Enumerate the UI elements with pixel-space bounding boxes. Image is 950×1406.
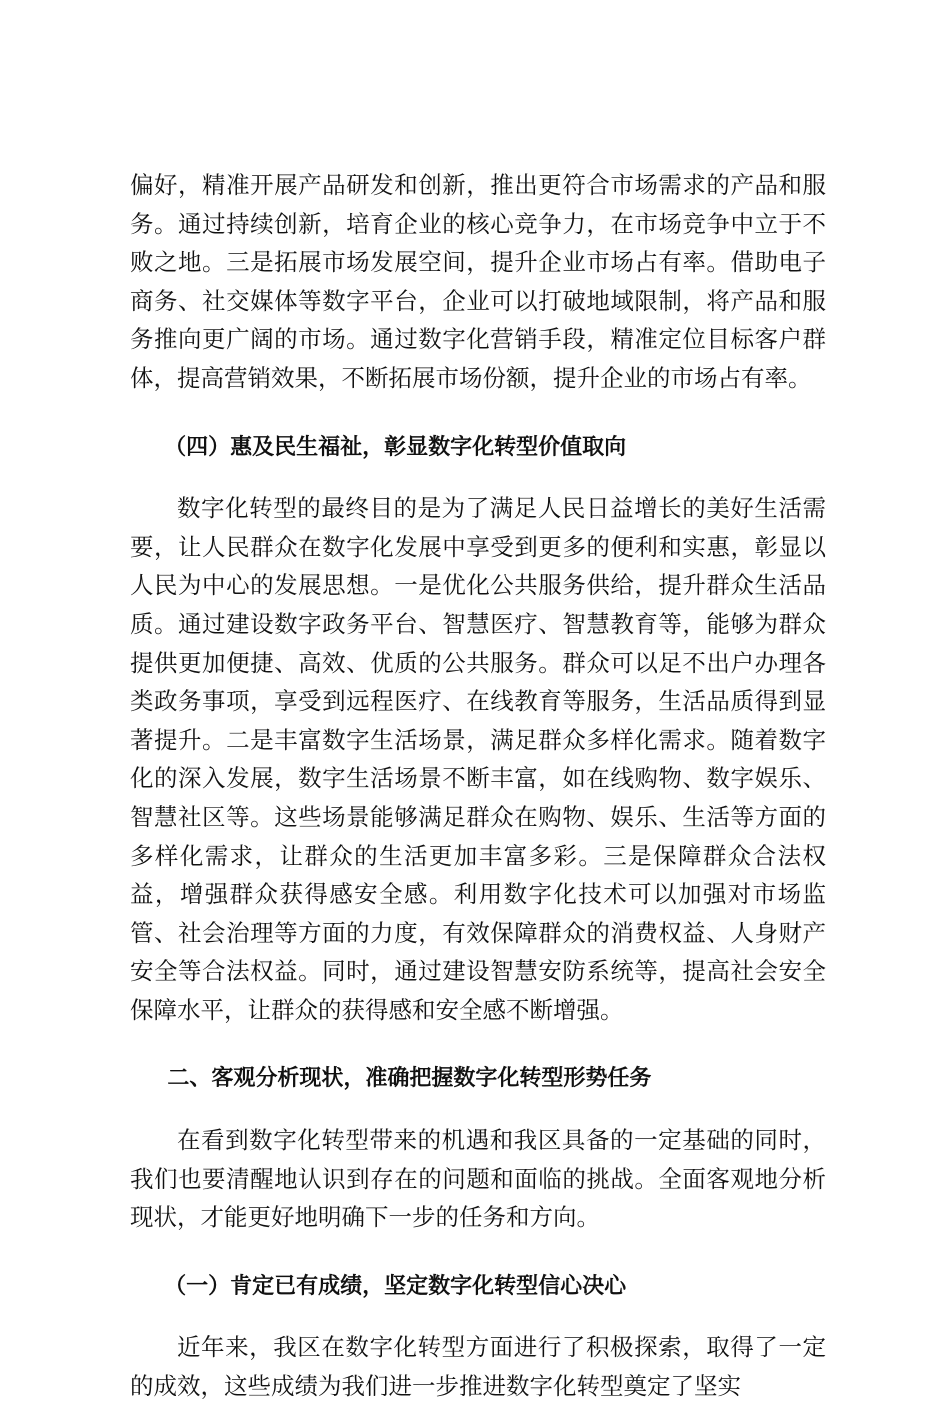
body-paragraph: 近年来，我区在数字化转型方面进行了积极探索，取得了一定的成效，这些成绩为我们进一步推进数字化转型奠定了坚实	[130, 1333, 826, 1401]
paragraph-spacing	[130, 1237, 826, 1268]
heading-spacing	[130, 1306, 826, 1328]
chapter-heading: 二、客观分析现状，准确把握数字化转型形势任务	[167, 1066, 652, 1092]
heading-spacing	[130, 1099, 826, 1121]
body-paragraph: 数字化转型的最终目的是为了满足人民日益增长的美好生活需要，让人民群众在数字化发展中享受到更多的便利和实惠，彰显以人民为中心的发展思想。一是优化公共服务供给，提升群众生活品质。通过建设数字政务平台、智慧医疗、智慧教育等，能够为群众提供更加便捷、高效、优质的公共服务。群众可以足不出户办理各类政务事项，享受到远程医疗、在线教育等服务，生活品质得到显著提升。二是丰富数字生活场景，满足群众多样化需求。随着数字化的深入发展，数字生活场景不断丰富，如在线购物、数字娱乐、智慧社区等。这些场景能够满足群众在购物、娱乐、生活等方面的多样化需求，让群众的生活更加丰富多彩。三是保障群众合法权益，增强群众获得感安全感。利用数字化技术可以加强对市场监管、社会治理等方面的力度，有效保障群众的消费权益、人身财产安全等合法权益。同时，通过建设智慧安防系统等，提高社会安全保障水平，让群众的获得感和安全感不断增强。	[130, 494, 826, 1024]
document-page	[130, 166, 826, 1406]
body-paragraph: 偏好，精准开展产品研发和创新，推出更符合市场需求的产品和服务。通过持续创新，培育企业的核心竞争力，在市场竞争中立于不败之地。三是拓展市场发展空间，提升企业市场占有率。借助电子商务、社交媒体等数字平台，企业可以打破地域限制，将产品和服务推向更广阔的市场。通过数字化营销手段，精准定位目标客户群体，提高营销效果，不断拓展市场份额，提升企业的市场占有率。	[130, 171, 826, 392]
section-heading: （一）肯定已有成绩，坚定数字化转型信心决心	[164, 1273, 627, 1299]
section-heading: （四）惠及民生福祉，彰显数字化转型价值取向	[164, 434, 627, 460]
heading-spacing	[130, 467, 826, 489]
body-paragraph: 在看到数字化转型带来的机遇和我区具备的一定基础的同时，我们也要清醒地认识到存在的问题和面临的挑战。全面客观地分析现状，才能更好地明确下一步的任务和方向。	[130, 1126, 826, 1232]
paragraph-spacing	[130, 398, 826, 429]
paragraph-spacing	[130, 1029, 826, 1060]
